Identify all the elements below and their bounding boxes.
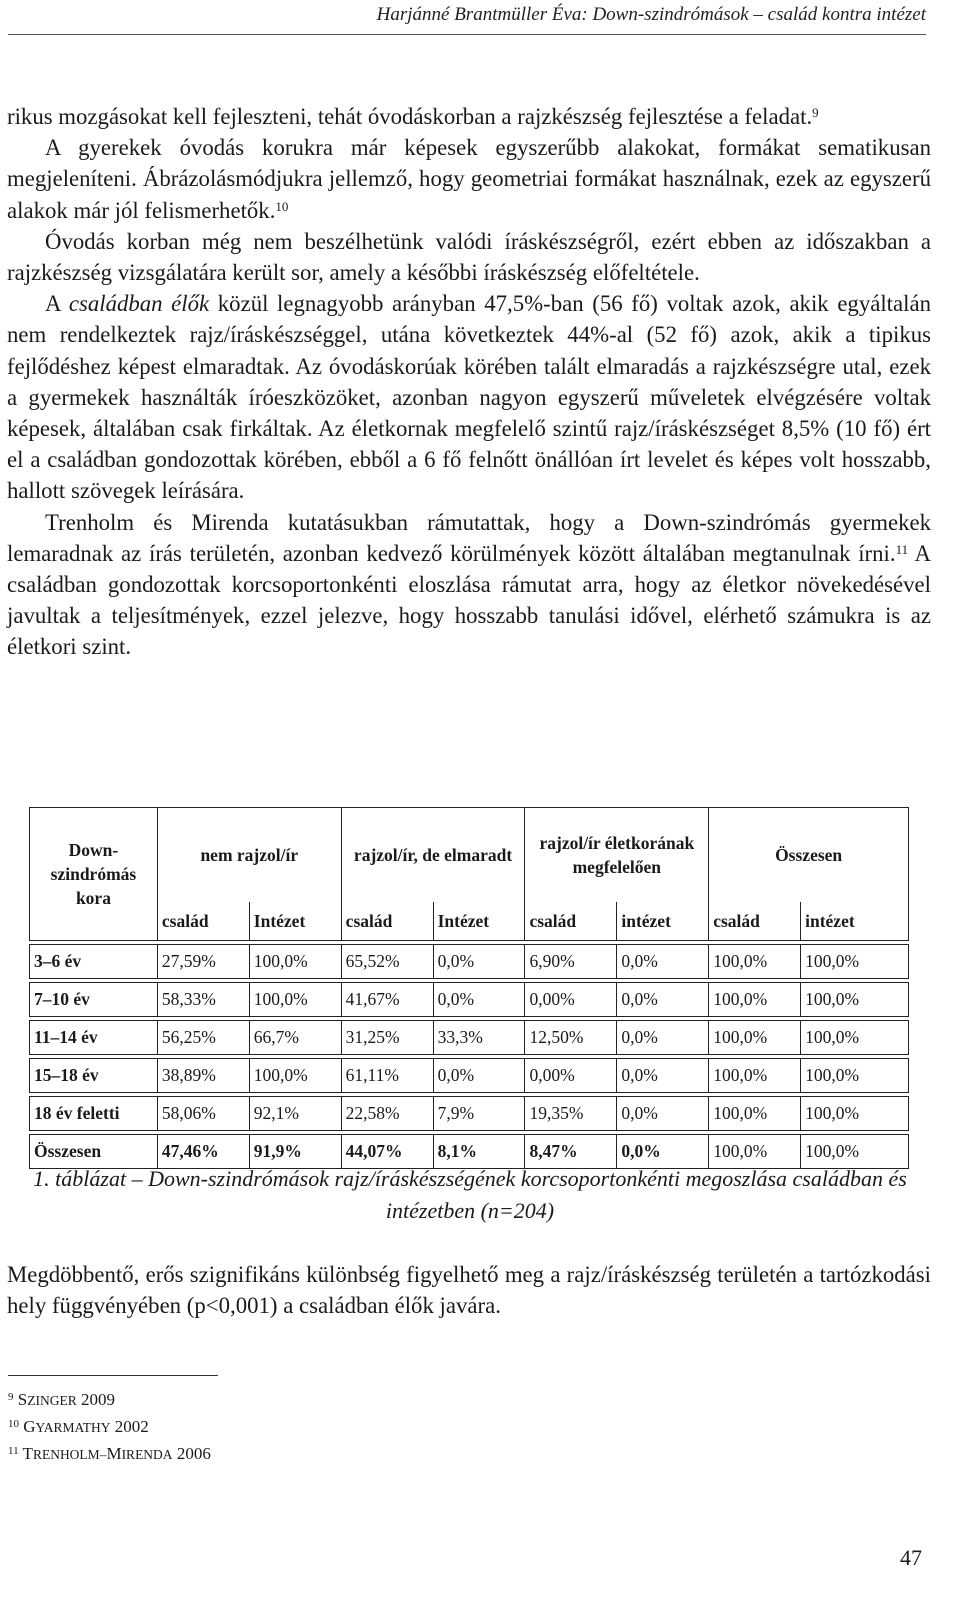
table-cell: 100,0% [801,1097,909,1131]
subheader: család [341,902,433,941]
row-label: 11–14 év [30,1021,158,1055]
table-cell: 100,0% [249,1059,341,1093]
italic-phrase: családban élők [68,291,210,317]
table-cell: 92,1% [249,1097,341,1131]
table-caption: 1. táblázat – Down-szindrómások rajz/íráskészségének korcsoportonkénti megoszlása családban és intézetben (n=204) [33,1166,907,1223]
header-rule [8,34,926,35]
row-label: 18 év feletti [30,1097,158,1131]
table-cell: 19,35% [525,1097,617,1131]
paragraph-6: Megdöbbentő, erős szignifikáns különbség figyelhető meg a rajz/íráskészség területén a tartózkodási hely függvényében (p<0,001) a családban élők javára. [7,1262,931,1319]
table-cell: 8,1% [433,1135,525,1169]
row-label: 3–6 év [30,945,158,979]
table-row [30,983,909,1017]
table-cell: 56,25% [157,1021,249,1055]
table-cell: 58,06% [157,1097,249,1131]
table-cell: 6,90% [525,945,617,979]
table-cell: 100,0% [709,945,801,979]
table-cell: 12,50% [525,1021,617,1055]
table-cell: 100,0% [801,1135,909,1169]
table-cell: 0,0% [433,945,525,979]
group-header: nem rajzol/ír [157,808,341,903]
paragraph-4: A családban élők közül legnagyobb arányban 47,5%-ban (56 fő) voltak azok, akik egyáltalán nem rendelkeztek rajz/íráskészséggel, utána következtek 44%-al (52 fő) azok, akik a tipikus fejlődéshez képest elmaradtak. Az óvodáskorúak körében talált elmaradás a rajzkészségre utal, ezek a gyermekek használták íróeszközöket, azonban nagyon egyszerű műveletek elvégzésére voltak képesek, általában csak firkáltak. Az életkornak megfelelő szintű rajz/íráskészséget 8,5% (10 fő) ért el a családban gondozottak körében, ebből a 6 fő felnőtt önállóan írt levelet és képes volt hosszabb, hallott szövegek leírására. [7,291,931,504]
table-row [30,1059,909,1093]
footnote-11: $^{11}$ TRENHOLM–MIRENDA 2006 [8,1444,211,1463]
running-header [26,4,926,26]
group-header: rajzol/ír, de elmaradt [341,808,525,903]
header-author: Harjánné Brantmüller Éva: [376,4,588,25]
table-cell: 0,0% [617,1097,709,1131]
table-cell: 41,67% [341,983,433,1017]
group-header: Összesen [709,808,909,903]
table-cell: 0,0% [617,945,709,979]
footnote-10: $^{10}$ GYARMATHY 2002 [8,1417,149,1436]
table-cell: 100,0% [709,1059,801,1093]
table-cell: 100,0% [709,983,801,1017]
table-cell: 0,0% [617,1135,709,1169]
body-text [7,101,931,663]
table-cell: 100,0% [709,1097,801,1131]
subheader: család [709,902,801,941]
row-label: 7–10 év [30,983,158,1017]
subheader: intézet [801,902,909,941]
table-cell: 66,7% [249,1021,341,1055]
table-cell: 58,33% [157,983,249,1017]
row-label: 15–18 év [30,1059,158,1093]
paragraph-1: rikus mozgásokat kell fejleszteni, tehát óvodáskorban a rajzkészség fejlesztése a feladat.$^9$ [7,104,819,129]
table-cell: 0,00% [525,1059,617,1093]
table-cell: 22,58% [341,1097,433,1131]
group-header: rajzol/ír életkorának megfelelően [525,808,709,903]
table-cell: 100,0% [249,945,341,979]
header-title: Down-szindrómások – család kontra intézet [587,4,926,25]
table-cell: 65,52% [341,945,433,979]
table-cell: 0,0% [433,983,525,1017]
table-cell: 61,11% [341,1059,433,1093]
paragraph-2: A gyerekek óvodás korukra már képesek egyszerűbb alakokat, formákat sematikusan megjeleníteni. Ábrázolásmódjukra jellemző, hogy geometriai formákat használnak, ezek az egyszerű alakok már jól felismerhetők.$^{10}$ [7,135,931,223]
page-number: 47 [900,1545,922,1570]
table-row [30,945,909,979]
table-cell: 100,0% [801,945,909,979]
subheader: család [525,902,617,941]
table-cell: 0,00% [525,983,617,1017]
table-cell: 47,46% [157,1135,249,1169]
table-cell: 100,0% [709,1135,801,1169]
table-cell: 100,0% [249,983,341,1017]
table-cell: 100,0% [801,1021,909,1055]
table-cell: 100,0% [801,983,909,1017]
table-cell: 8,47% [525,1135,617,1169]
footnote-ref-11[interactable]: 11 [895,541,909,557]
data-table [29,807,909,1169]
table-cell: 0,0% [617,1059,709,1093]
paragraph-3: Óvodás korban még nem beszélhetünk valódi íráskészségről, ezért ebben az időszakban a rajzkészség vizsgálatára került sor, amely a későbbi íráskészség előfeltétele. [7,228,931,286]
subheader: intézet [617,902,709,941]
table-cell: 0,0% [617,983,709,1017]
footnote-ref-10[interactable]: 10 [275,198,289,214]
conclusion-text [7,1259,931,1321]
table-cell: 0,0% [433,1059,525,1093]
table-cell: 7,9% [433,1097,525,1131]
paragraph-5: Trenholm és Mirenda kutatásukban rámutattak, hogy a Down-szindrómás gyermekek lemaradnak az írás területén, azonban kedvező körülmények között általában megtanulnak írni.$^{11}$ A családban gondozottak korcsoportonkénti eloszlása rámutat arra, hogy az életkor növekedésével javultak a teljesítmények, ezzel jelezve, hogy hosszabb tanulási idővel, elérhető számukra is az életkori szint. [7,509,932,660]
table-cell: 33,3% [433,1021,525,1055]
footnote-rule [8,1375,218,1376]
table-corner-header: Down-szindrómás kora [30,808,158,941]
table-row [30,1021,909,1055]
footnotes [8,1387,211,1468]
subheader: Intézet [433,902,525,941]
table-subheader-row [30,902,909,941]
table-cell: 38,89% [157,1059,249,1093]
footnote-ref-9[interactable]: 9 [812,105,819,120]
subheader: Intézet [249,902,341,941]
table-cell: 0,0% [617,1021,709,1055]
table-header-row [30,808,909,903]
table-cell: 100,0% [801,1059,909,1093]
row-label: Összesen [30,1135,158,1169]
subheader: család [157,902,249,941]
footnote-9: $^9$ SZINGER 2009 [8,1390,115,1409]
table-cell: 31,25% [341,1021,433,1055]
table-cell: 44,07% [341,1135,433,1169]
table-row [30,1097,909,1131]
table-cell: 100,0% [709,1021,801,1055]
table-cell: 27,59% [157,945,249,979]
table-cell: 91,9% [249,1135,341,1169]
